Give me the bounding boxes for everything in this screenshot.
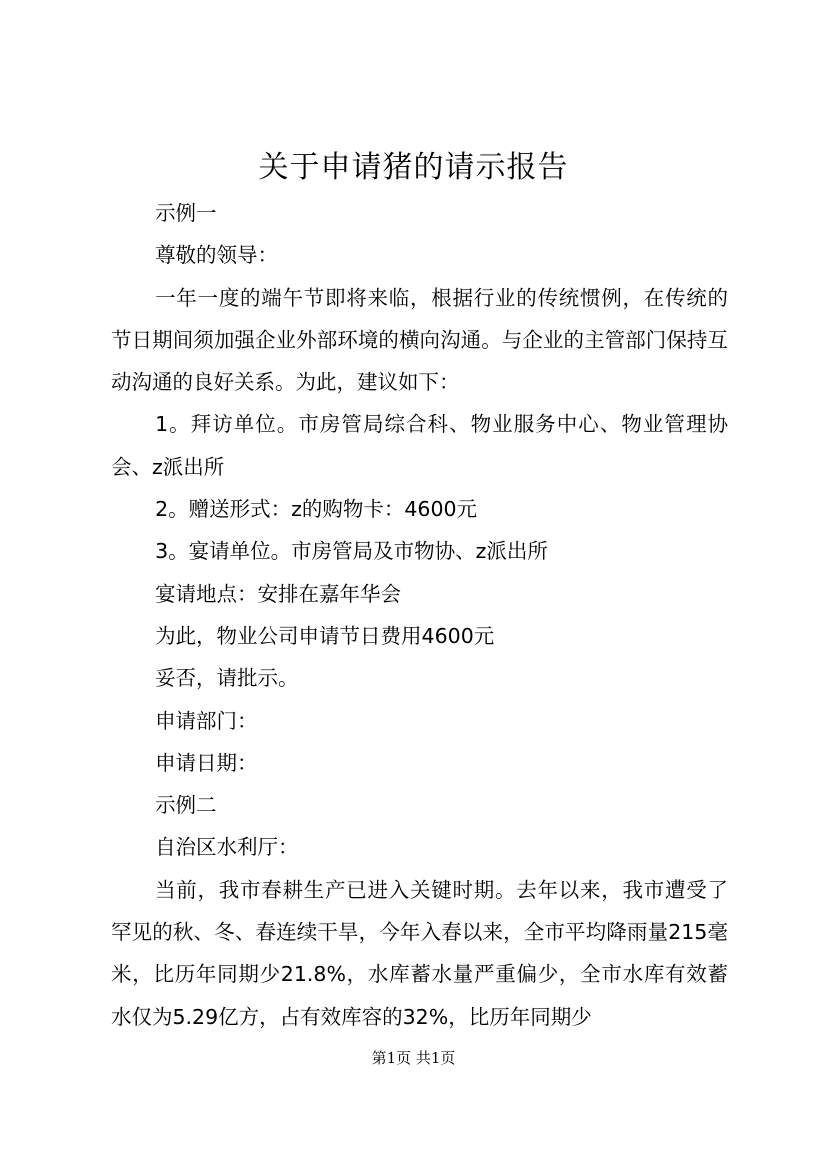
paragraph-addressee: 自治区水利厅：	[155, 835, 299, 860]
document-title: 关于申请猪的请示报告	[258, 150, 569, 185]
paragraph-salutation: 尊敬的领导：	[155, 243, 279, 268]
paragraph-drought-report: 当前，我市春耕生产已进入关键时期。去年以来，我市遭受了罕见的秋、冬、春连续干旱，今年入春以来，全市平均降雨量215毫米，比历年同期少21.8%，水库蓄水量严重偏少，全市水库有效蓄水仅为5.29亿方，占有效库容的32%，比历年同期少	[111, 877, 728, 1029]
document-body	[111, 192, 728, 1038]
paragraph-intro: 一年一度的端午节即将来临，根据行业的传统惯例，在传统的节日期间须加强企业外部环境的横向沟通。与企业的主管部门保持互动沟通的良好关系。为此，建议如下：	[111, 285, 728, 395]
paragraph-example-one-heading: 示例一	[155, 201, 217, 225]
paragraph-item-2: 2。赠送形式：z的购物卡：4600元	[155, 497, 478, 522]
paragraph-example-two-heading: 示例二	[155, 793, 217, 818]
paragraph-department: 申请部门：	[155, 708, 258, 733]
paragraph-request: 为此，物业公司申请节日费用4600元	[155, 623, 495, 648]
paragraph-date: 申请日期：	[155, 750, 258, 775]
paragraph-item-1: 1。拜访单位。市房管局综合科、物业服务中心、物业管理协会、z派出所	[111, 412, 728, 479]
paragraph-approval: 妥否，请批示。	[155, 666, 299, 691]
page-footer: 第1页 共1页	[371, 1049, 456, 1067]
paragraph-venue: 宴请地点：安排在嘉年华会	[155, 581, 402, 606]
paragraph-item-3: 3。宴请单位。市房管局及市物协、z派出所	[155, 539, 548, 564]
